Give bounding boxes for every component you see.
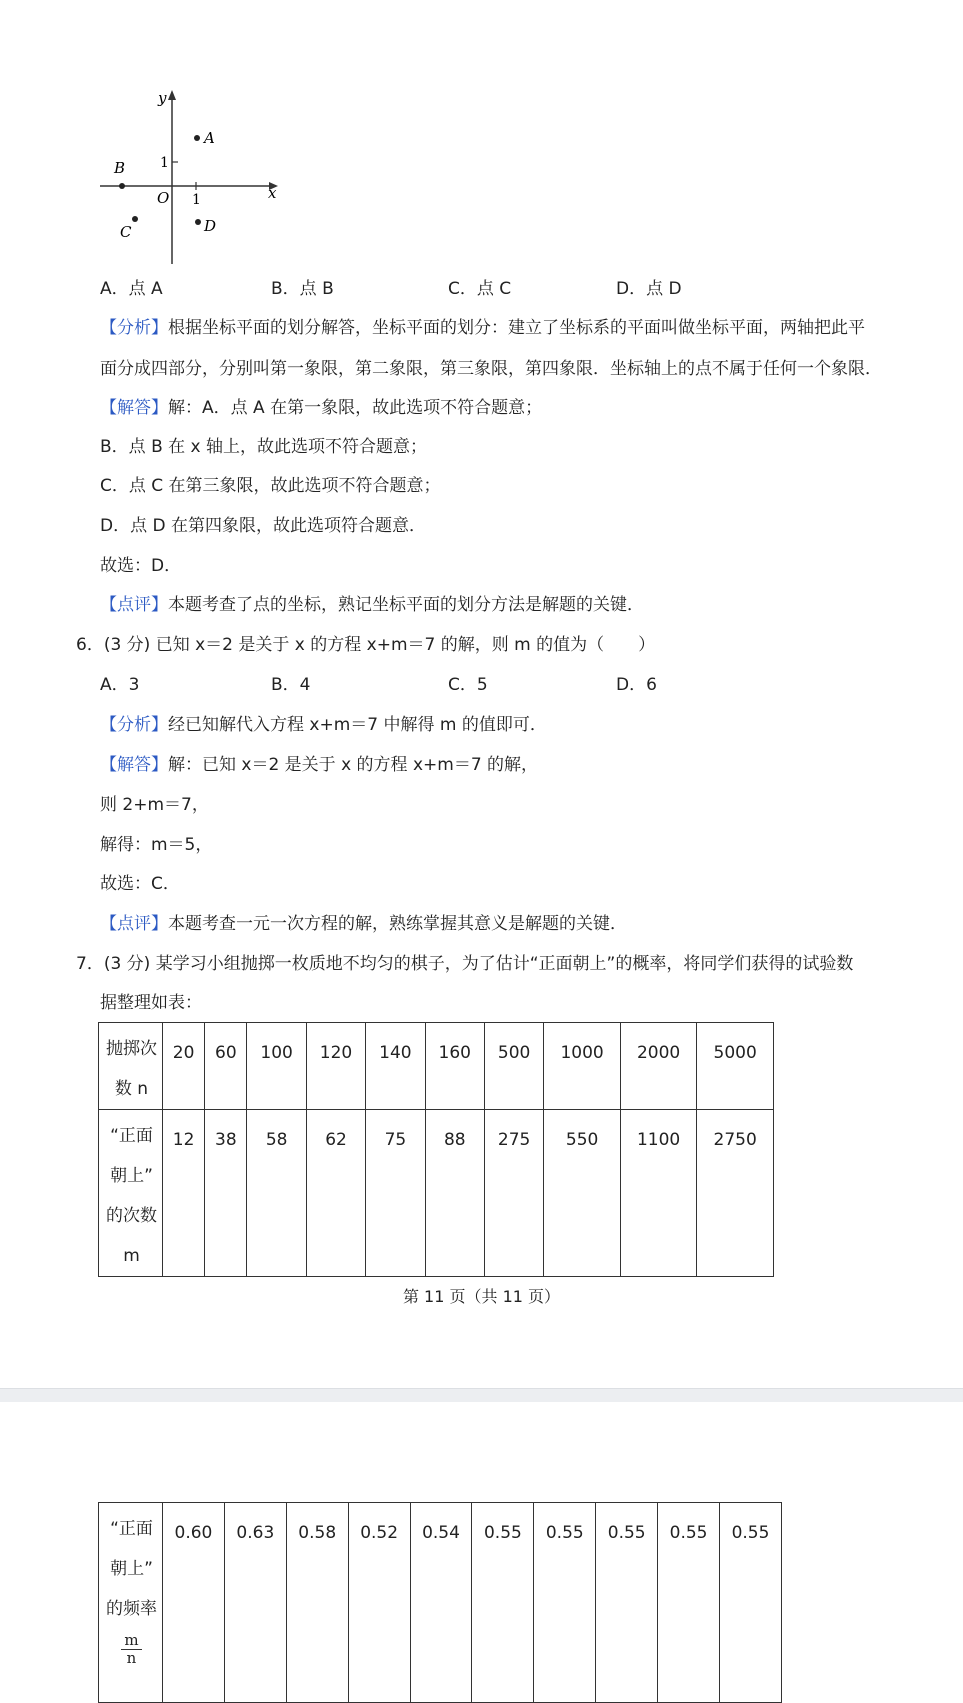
q6-option-d: D．6 [616, 675, 657, 695]
point-b [119, 183, 125, 189]
solution-tag: 【解答】 [100, 398, 168, 418]
q5-analysis-text-1: 根据坐标平面的划分解答，坐标平面的划分：建立了坐标系的平面叫做坐标平面，两轴把此平 [168, 318, 865, 338]
comment-tag: 【点评】 [100, 595, 168, 615]
q7-stem-line-2: 据整理如表： [100, 993, 202, 1013]
point-d [195, 219, 201, 225]
q5-solution-line-4: D．点 D 在第四象限，故此选项符合题意． [100, 516, 426, 536]
table-cell: 2750 [697, 1110, 774, 1277]
solution-tag: 【解答】 [100, 755, 168, 775]
table-cell: 58 [247, 1110, 306, 1277]
q6-solution-line-1 [100, 754, 538, 776]
table-cell: 2000 [620, 1023, 697, 1110]
point-c-label: C [120, 223, 132, 241]
q6-solution-text-1: 解：已知 x＝2 是关于 x 的方程 x+m＝7 的解， [168, 755, 539, 775]
point-c [132, 216, 138, 222]
q5-analysis-line-1 [100, 317, 865, 339]
q6-choice: 故选：C． [100, 874, 180, 894]
q6-option-a: A．3 [100, 675, 140, 695]
table-cell: 12 [163, 1110, 205, 1277]
data-table-part-2 [98, 1502, 782, 1703]
q6-option-b: B．4 [271, 675, 311, 695]
tick-y-label: 1 [160, 155, 169, 171]
analysis-tag: 【分析】 [100, 318, 168, 338]
table-cell: 62 [306, 1110, 365, 1277]
table-cell: 140 [366, 1023, 425, 1110]
q5-option-a: A．点 A [100, 279, 163, 299]
table-cell: 75 [366, 1110, 425, 1277]
fraction-m-over-n [121, 1632, 141, 1667]
table-row-heads-count [99, 1110, 774, 1277]
row-header-text: “正面 [110, 1519, 153, 1539]
row-header-text: 数 n [114, 1079, 149, 1099]
q6-solution-line-2: 则 2+m＝7， [100, 795, 209, 815]
coordinate-figure [98, 86, 284, 266]
table-cell: 100 [247, 1023, 306, 1110]
data-table-part-1 [98, 1022, 774, 1277]
q5-solution-line-3: C．点 C 在第三象限，故此选项不符合题意； [100, 476, 441, 496]
row-header-text: 朝上” [110, 1559, 153, 1579]
point-a-label: A [204, 129, 215, 147]
table-cell: 88 [425, 1110, 484, 1277]
row-header-text: 的频率 [106, 1599, 157, 1619]
table-cell: 0.55 [534, 1503, 596, 1703]
row-header-text: 的次数 [106, 1206, 157, 1226]
table-cell: 0.55 [596, 1503, 658, 1703]
q5-choice: 故选：D． [100, 556, 182, 576]
row-header-heads-count [99, 1110, 163, 1277]
row-header-heads-frequency [99, 1503, 163, 1703]
row-header-text: 抛掷次 [106, 1039, 157, 1059]
table-cell: 5000 [697, 1023, 774, 1110]
x-axis-label: x [268, 184, 277, 202]
origin-label: O [157, 189, 170, 207]
q5-comment-line [100, 594, 644, 616]
document-page-next [0, 1402, 963, 1678]
table-cell: 0.58 [286, 1503, 348, 1703]
page-footer: 第 11 页（共 11 页） [402, 1287, 561, 1306]
q5-option-d: D．点 D [616, 279, 682, 299]
point-b-label: B [114, 159, 126, 177]
table-cell: 38 [205, 1110, 247, 1277]
table-cell: 550 [544, 1110, 621, 1277]
table-cell: 0.55 [472, 1503, 534, 1703]
table-cell: 60 [205, 1023, 247, 1110]
fraction-numerator: m [121, 1632, 141, 1650]
table-cell: 0.54 [410, 1503, 472, 1703]
q5-comment-text: 本题考查了点的坐标，熟记坐标平面的划分方法是解题的关键． [168, 595, 644, 615]
comment-tag: 【点评】 [100, 914, 168, 934]
table-cell: 160 [425, 1023, 484, 1110]
point-a [194, 135, 200, 141]
page-separator [0, 1388, 963, 1403]
table-cell: 0.52 [348, 1503, 410, 1703]
q5-option-b: B．点 B [271, 279, 334, 299]
table-cell: 275 [484, 1110, 543, 1277]
q7-stem-line-1: 7．(3 分) 某学习小组抛掷一枚质地不均匀的棋子，为了估计“正面朝上”的概率，将同学们获得的试验数 [76, 954, 854, 974]
q6-analysis-text: 经已知解代入方程 x+m＝7 中解得 m 的值即可． [168, 715, 547, 735]
row-header-text: 朝上” [110, 1166, 153, 1186]
table-cell: 0.55 [720, 1503, 782, 1703]
table-cell: 1000 [544, 1023, 621, 1110]
table-cell: 0.55 [658, 1503, 720, 1703]
table-row-throws [99, 1023, 774, 1110]
q5-solution-text-1: 解：A．点 A 在第一象限，故此选项不符合题意； [168, 398, 543, 418]
q6-solution-line-3: 解得：m＝5， [100, 835, 213, 855]
q5-analysis-line-2: 面分成四部分，分别叫第一象限，第二象限，第三象限，第四象限．坐标轴上的点不属于任何一个象限． [100, 359, 882, 379]
table-cell: 0.60 [163, 1503, 225, 1703]
q5-solution-line-1 [100, 397, 542, 419]
table-cell: 120 [306, 1023, 365, 1110]
row-header-throws [99, 1023, 163, 1110]
q5-option-c: C．点 C [448, 279, 512, 299]
q6-comment-text: 本题考查一元一次方程的解，熟练掌握其意义是解题的关键． [168, 914, 627, 934]
q6-comment-line [100, 913, 627, 935]
point-d-label: D [204, 217, 217, 235]
row-header-text: “正面 [110, 1126, 153, 1146]
q6-stem: 6．(3 分) 已知 x＝2 是关于 x 的方程 x+m＝7 的解，则 m 的值为（ ） [76, 635, 656, 655]
table-cell: 500 [484, 1023, 543, 1110]
tick-x-label: 1 [192, 192, 201, 208]
y-axis-label: y [158, 89, 167, 107]
fraction-denominator: n [126, 1648, 137, 1667]
q6-analysis-line [100, 714, 547, 736]
q6-option-c: C．5 [448, 675, 488, 695]
table-row-heads-frequency [99, 1503, 782, 1703]
analysis-tag: 【分析】 [100, 715, 168, 735]
row-header-text: m [123, 1246, 140, 1266]
table-cell: 1100 [620, 1110, 697, 1277]
table-cell: 0.63 [224, 1503, 286, 1703]
table-cell: 20 [163, 1023, 205, 1110]
q5-solution-line-2: B．点 B 在 x 轴上，故此选项不符合题意； [100, 437, 428, 457]
